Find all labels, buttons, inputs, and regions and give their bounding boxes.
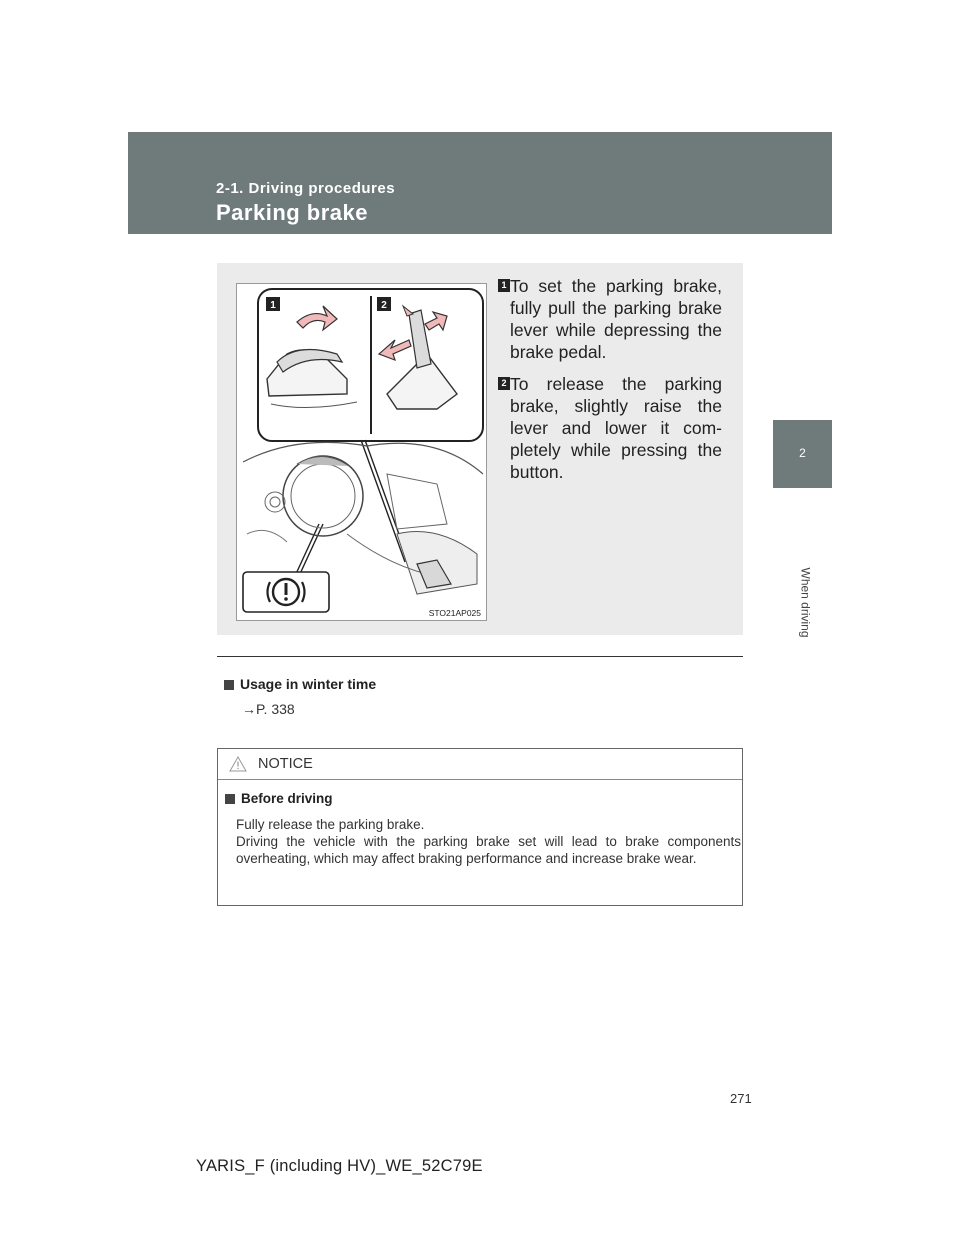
chapter-number: 2 xyxy=(799,446,806,460)
note-heading xyxy=(224,676,376,692)
square-bullet-icon xyxy=(224,680,234,690)
notice-subheading-text: Before driving xyxy=(241,791,333,806)
notice-header xyxy=(218,749,742,780)
square-bullet-icon xyxy=(225,794,235,804)
notice-line-2: Driving the vehicle with the parking brake set will lead to brake components overheating, which may affect braking performance and increase brake wear. xyxy=(236,834,741,866)
parking-brake-illustration xyxy=(236,283,487,621)
parking-brake-diagram xyxy=(237,284,486,620)
notice-body xyxy=(236,816,741,867)
notice-subheading xyxy=(225,791,333,806)
callout-2-label: 2 xyxy=(381,300,387,311)
notice-box xyxy=(217,748,743,906)
step-1-marker: 1 xyxy=(498,279,510,292)
step-1 xyxy=(500,275,722,363)
step-2-text: To release the parking brake, slightly raise the lever and lower it com-pletely while pressing the button. xyxy=(510,374,722,482)
page-reference-link[interactable]: →P. 338 xyxy=(242,701,295,717)
step-2 xyxy=(500,373,722,483)
warning-triangle-icon xyxy=(229,756,247,772)
step-1-text: To set the parking brake, fully pull the parking brake lever while depressing the brake pedal. xyxy=(510,276,722,362)
chapter-header xyxy=(128,132,832,234)
callout-1-label: 1 xyxy=(270,300,276,311)
note-heading-text: Usage in winter time xyxy=(240,676,377,692)
figure-code: STO21AP025 xyxy=(428,608,481,618)
notice-title: NOTICE xyxy=(258,756,313,772)
section-label: 2-1. Driving procedures xyxy=(216,180,396,197)
chapter-tab-label: When driving xyxy=(798,567,813,638)
document-footer: YARIS_F (including HV)_WE_52C79E xyxy=(196,1157,483,1175)
page-number: 271 xyxy=(730,1091,752,1106)
step-2-marker: 2 xyxy=(498,377,510,390)
page-title: Parking brake xyxy=(216,200,369,225)
chapter-tab[interactable] xyxy=(773,420,832,488)
notice-line-1: Fully release the parking brake. xyxy=(236,817,425,832)
instruction-steps xyxy=(500,275,722,493)
section-divider xyxy=(217,656,743,657)
